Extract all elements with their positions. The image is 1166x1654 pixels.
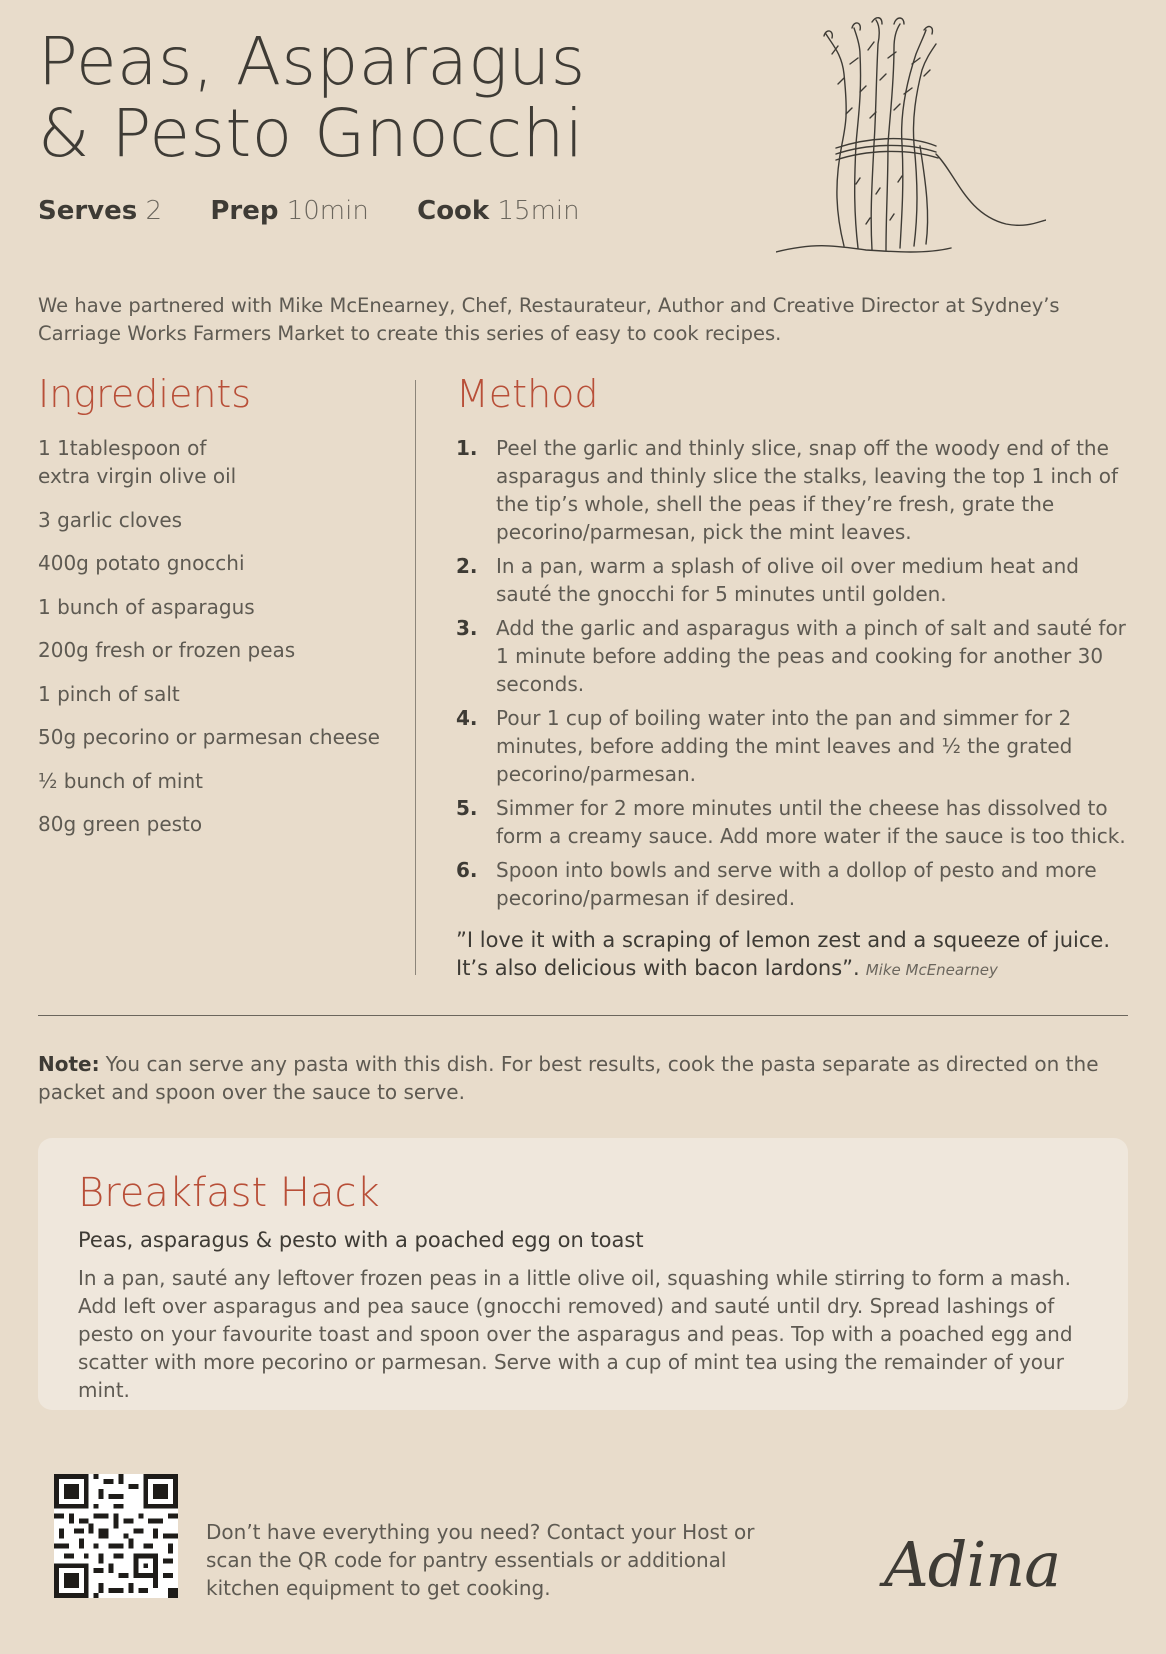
step-text: Pour 1 cup of boiling water into the pan and simmer for 2 minutes, before adding the mint leaves and ½ the grated pecorino/parmesan. <box>496 706 1073 786</box>
recipe-title <box>38 23 586 172</box>
ingredients-list <box>38 434 398 854</box>
method-step <box>456 614 1128 698</box>
ingredient-item: 400g potato gnocchi <box>38 551 245 575</box>
step-number: 6. <box>456 858 478 882</box>
ingredient-item: 80g green pesto <box>38 812 203 836</box>
prep-value: 10min <box>286 196 369 226</box>
cook-value: 15min <box>497 196 580 226</box>
ingredients-heading: Ingredients <box>38 372 252 416</box>
method-heading: Method <box>456 372 599 416</box>
ingredient-item: 50g pecorino or parmesan cheese <box>38 725 380 749</box>
cook-label: Cook <box>417 196 490 226</box>
step-text: Peel the garlic and thinly slice, snap off the woody end of the asparagus and thinly slice the stalks, leaving the top 1 inch of the tip’s whole, shell the peas if they’re fresh, grate the pecorino/parmesan, pick the mint leaves. <box>496 436 1119 544</box>
method-list <box>456 434 1128 918</box>
method-step <box>456 434 1128 546</box>
ingredient-item: ½ bunch of mint <box>38 768 204 793</box>
step-number: 4. <box>456 706 478 730</box>
footer-text: Don’t have everything you need? Contact your Host or scan the QR code for pantry essentials or additional kitchen equipment to get cooking. <box>206 1520 755 1600</box>
note-text: You can serve any pasta with this dish. For best results, cook the pasta separate as directed on the packet and spoon over the sauce to serve. <box>38 1052 1099 1104</box>
ingredient-item: 1 pinch of salt <box>38 681 180 706</box>
step-number: 3. <box>456 616 478 640</box>
breakfast-hack-panel <box>38 1138 1128 1410</box>
recipe-title-line1: Peas, Asparagus <box>38 23 586 100</box>
method-step <box>456 856 1128 912</box>
ingredient-item: 3 garlic cloves <box>38 507 183 532</box>
chef-quote <box>456 926 1136 984</box>
recipe-meta <box>38 196 620 226</box>
breakfast-hack-subtitle: Peas, asparagus & pesto with a poached egg on toast <box>78 1228 644 1252</box>
prep-label: Prep <box>210 196 279 226</box>
column-divider <box>415 380 416 975</box>
serves-label: Serves <box>38 196 138 226</box>
step-text: In a pan, warm a splash of olive oil over medium heat and sauté the gnocchi for 5 minutes until golden. <box>496 554 1079 606</box>
quote-attribution: Mike McEnearney <box>865 961 998 979</box>
section-divider <box>38 1015 1128 1016</box>
step-number: 5. <box>456 796 478 820</box>
breakfast-hack-heading: Breakfast Hack <box>78 1170 380 1216</box>
step-number: 1. <box>456 436 478 460</box>
ingredient-item: 1 bunch of asparagus <box>38 594 255 619</box>
step-text: Simmer for 2 more minutes until the cheese has dissolved to form a creamy sauce. Add more water if the sauce is too thick. <box>496 796 1126 848</box>
method-step <box>456 704 1128 788</box>
serves-value: 2 <box>145 196 163 226</box>
recipe-title-line2: & Pesto Gnocchi <box>38 95 584 172</box>
method-step <box>456 552 1128 608</box>
asparagus-illustration <box>776 14 1046 276</box>
breakfast-hack-body: In a pan, sauté any leftover frozen peas in a little olive oil, squashing while stirring to form a mash. Add left over asparagus and pea sauce (gnocchi removed) and sauté until dry. Spread lashings of pesto on your favourite toast and spoon over the asparagus and peas. Top with a poached egg and scatter with more pecorino or parmesan. Serve with a cup of mint tea using the remainder of your mint. <box>78 1266 1073 1402</box>
step-number: 2. <box>456 554 478 578</box>
serves-info <box>38 196 162 226</box>
note <box>38 1050 1128 1106</box>
step-text: Spoon into bowls and serve with a dollop of pesto and more pecorino/parmesan if desired. <box>496 858 1097 910</box>
qr-code-icon[interactable] <box>54 1474 178 1598</box>
intro-text: We have partnered with Mike McEnearney, Chef, Restaurateur, Author and Creative Director at Sydney’s Carriage Works Farmers Market to create this series of easy to cook recipes. <box>38 294 1060 345</box>
ingredient-item: 200g fresh or frozen peas <box>38 638 296 662</box>
prep-info <box>210 196 369 226</box>
step-text: Add the garlic and asparagus with a pinch of salt and sauté for 1 minute before adding the peas and cooking for another 30 seconds. <box>496 616 1126 696</box>
adina-logo: Adina <box>884 1528 1061 1601</box>
method-step <box>456 794 1128 850</box>
cook-info <box>417 196 580 226</box>
quote-text: ”I love it with a scraping of lemon zest and a squeeze of juice. It’s also delicious with bacon lardons”. <box>456 928 1110 980</box>
note-label: Note: <box>38 1052 100 1076</box>
ingredient-item: 1 1tablespoon of extra virgin olive oil <box>38 436 237 488</box>
